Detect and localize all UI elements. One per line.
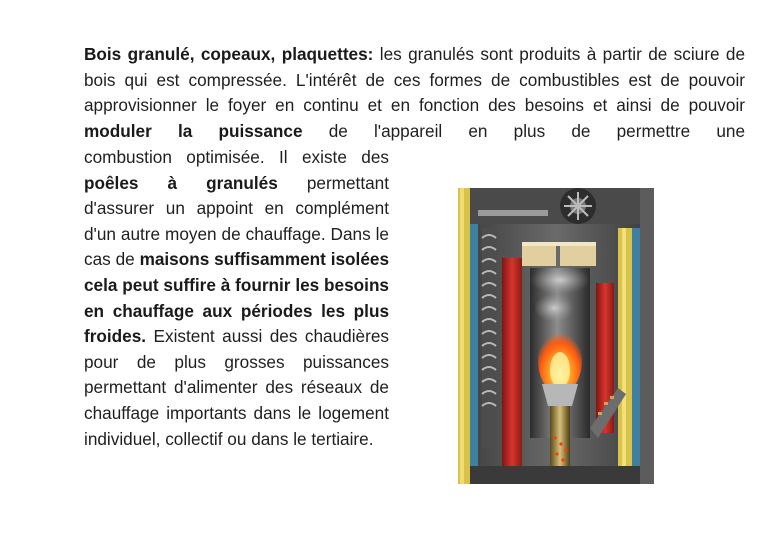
heading-fuel-types: Bois granulé, copeaux, plaquettes: xyxy=(84,44,374,64)
emphasis-pellet-stoves: poêles à granulés xyxy=(84,172,278,193)
emphasis-insulated-houses: maisons suffisamment isolées cela peut suffire à fournir les besoins en chauffage aux périodes les plus froides. xyxy=(84,249,390,347)
pellet-stove-cutaway-image xyxy=(458,188,654,484)
emphasis-modulate-power: moduler la puissance xyxy=(84,120,303,141)
intro-text-1: les granulés sont produits à partir de sciure de bois qui est compressée. L'intérêt de ces formes de combustibles est de pouvoir approvisionner le foyer en continu et en fonction des besoins et ainsi de pouvoir xyxy=(84,44,746,116)
intro-paragraph xyxy=(84,42,745,144)
pellet-stove-cutaway-illustration xyxy=(458,188,654,484)
left-text-3: Existent aussi des chaudières pour de plus grosses puissances permettant d'alimenter des réseaux de chauffage importants dans le logement individuel, collectif ou dans le tertiaire. xyxy=(84,326,389,449)
left-text-2: permettant d'assurer un appoint en complément d'un autre moyen de chauffage. Dans le cas de xyxy=(84,172,390,270)
left-text-1: combustion optimisée. Il existe des xyxy=(84,147,389,167)
left-column-paragraph xyxy=(84,145,389,452)
intro-text-2: de l'appareil en plus de permettre une xyxy=(302,120,745,141)
